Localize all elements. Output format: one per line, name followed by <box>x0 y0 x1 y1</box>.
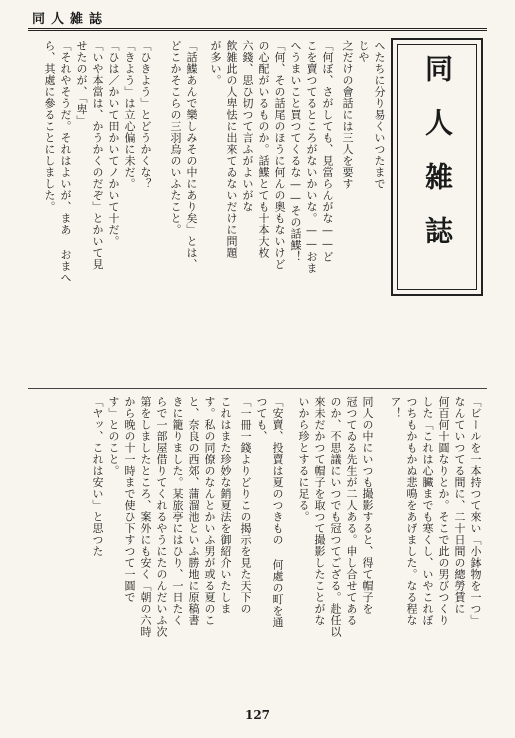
lower-block-e <box>381 396 483 696</box>
text-line: 「ひは／かいて田かいてノかいて十だ。 <box>107 40 120 247</box>
text-line: へうまいこと買つてくるな——その話鰈！ <box>289 40 302 263</box>
text-line: 「話鰈あんで樂しみその中にあり矣」とは、 <box>185 40 198 270</box>
text-line: 第をしましたところ、案外にも安く「朝の六時 <box>139 396 152 638</box>
text-line: と、奈良の西郊、蒲溜池といふ勝地に原稿書 <box>187 396 200 626</box>
text-line: なんていつてる間に、二十日間の總勞賃に <box>453 396 466 615</box>
text-line: のか、不思議にいつでも冠つてござる。赴任以 <box>329 396 342 638</box>
text-line: つても、 <box>255 396 268 442</box>
text-line: 「それやそうだ。それはよいが、まあ おまへ <box>59 40 72 284</box>
text-line: つちもかもかぬ悲鳴をあげました。なる程な <box>405 396 418 626</box>
text-line: せたのが、「卑」 <box>75 40 88 127</box>
upper-lead-text <box>341 40 387 200</box>
text-line: 六錢、思ひ切つて言ふがよいがな <box>241 40 254 213</box>
text-line: 「いや本當は、かうかくのだぞ」とかいて見 <box>91 40 104 270</box>
header-rule <box>28 28 487 29</box>
text-line: へたちに分り易くいつたまでじや <box>357 40 386 190</box>
text-line: から晚の十一時まで使ひ下すつて一圓で <box>123 396 136 603</box>
text-line: 「ひきよう」とどうかくな？ <box>139 40 152 190</box>
lower-block-f <box>291 396 375 696</box>
text-line: 「一冊一錢よりどりこの揭示を見た天下の <box>239 396 252 615</box>
text-line: ら、其處に參ることにしました。 <box>43 40 56 213</box>
text-line: きに籠りました。某旅亭にはひり、一日たく <box>171 396 184 626</box>
running-head: 同人雑誌 <box>32 12 109 27</box>
section-divider <box>28 388 487 389</box>
text-line: 何百何十圓なりとか。そこで此の男びつくり <box>437 396 450 626</box>
text-line: 「ビールを一本持つて來い「小鉢物を一つ」 <box>469 396 482 626</box>
text-line: 來未だかつて帽子を取つて撮影したことがな <box>313 396 326 626</box>
text-line: らで一部屋借りてくれるやうにたのんだいふ次 <box>155 396 168 638</box>
header-rule-double <box>28 30 487 31</box>
text-line: が多い。 <box>209 40 222 86</box>
text-line: した「これは心臟までも寒くし、いやこれぼ <box>421 396 434 626</box>
text-line: の心配がいるものか。話鰈とても十本大枚 <box>257 40 270 259</box>
upper-block-d <box>239 396 285 696</box>
upper-block-b <box>163 40 199 380</box>
text-line: これはまた珍妙な銷夏法を御紹介いたしま <box>219 396 232 615</box>
page-number: 127 <box>244 708 271 722</box>
title-box <box>391 38 483 296</box>
text-line: 之だけの會話には三人を要す <box>341 40 354 190</box>
text-line: 「きよう」は立心偏に未だ。 <box>123 40 136 190</box>
text-line: す。私の同僚のなんとかいふ男が或る夏のこ <box>203 396 216 626</box>
lower-block-h <box>89 396 233 696</box>
text-line: こを賣つてるところがないかいな。——おま <box>305 40 318 274</box>
article-title: 同人雑誌 <box>421 54 454 270</box>
text-line: 冠つてゐる先生が二人ある。申し合せてある <box>345 396 358 626</box>
text-line: ア！ <box>389 396 402 419</box>
upper-block-a <box>203 40 335 380</box>
text-line: 飲雑此の人卑怯に出來てゐないだけに問題 <box>225 40 238 259</box>
text-line: 「ヤッ、これは安い」と思つた <box>91 396 104 557</box>
text-line: 同人の中にいつも撮影すると、得て帽子を <box>361 396 374 615</box>
text-line: 「安賣、投賣は夏のつきもの 何處の町を通 <box>271 396 284 628</box>
text-line: いから珍とするに足る。 <box>297 396 310 523</box>
text-line: す」とのこと。 <box>107 396 120 477</box>
text-line: 「何ぼ、さがしても、見當らんがな——ど <box>321 40 334 263</box>
text-line: どこかそこらの三羽烏のいふたこと。 <box>169 40 182 236</box>
text-line: 「何、その話尾のほうに何んの奧もないけど <box>273 40 286 270</box>
upper-block-c <box>35 40 153 380</box>
